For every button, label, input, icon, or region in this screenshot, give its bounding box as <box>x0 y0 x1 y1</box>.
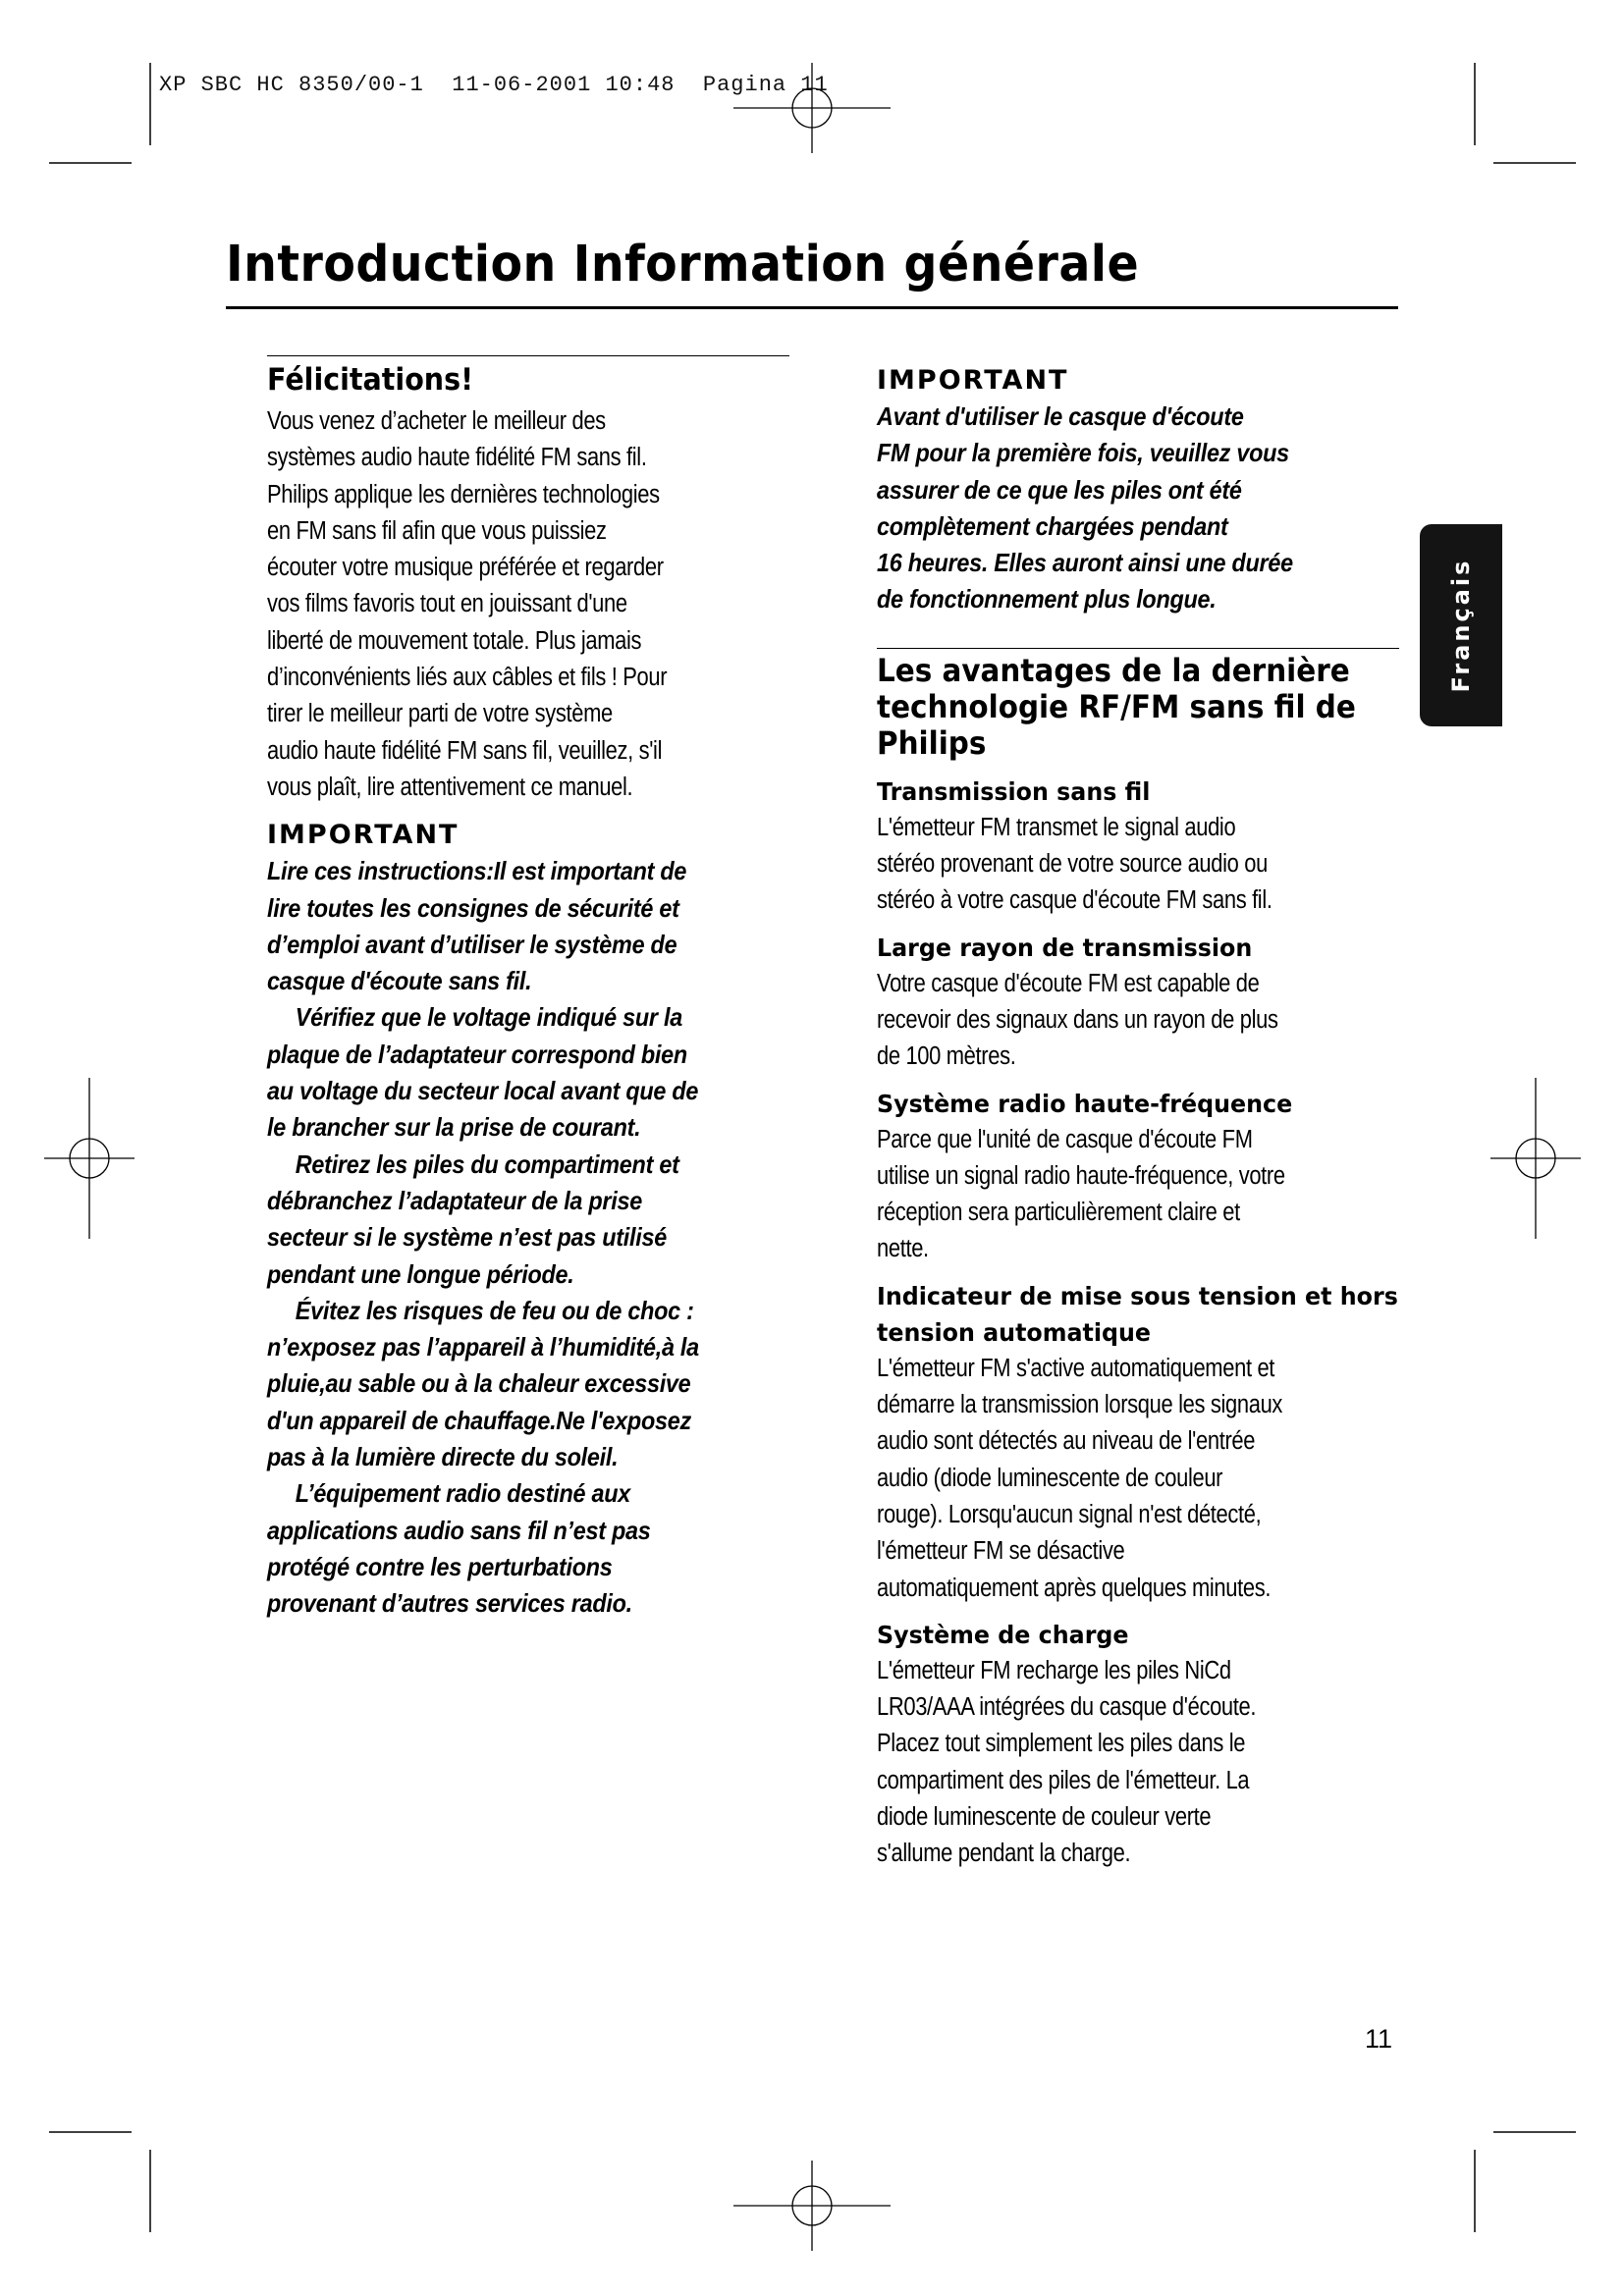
title-rule <box>226 306 1398 309</box>
left-column <box>267 355 797 1623</box>
feature-title: Large rayon de transmission <box>877 933 1253 962</box>
avantages-title: Les avantages de la dernière technologie RF/FM sans fil de Philips <box>877 651 1356 762</box>
text-line <box>267 1293 797 1329</box>
text-line: liberté de mouvement totale. Plus jamais <box>267 626 642 655</box>
text-line: Placez tout simplement les piles dans le <box>877 1730 1246 1758</box>
text-line: Avant d'utiliser le casque d'écoute <box>877 401 1244 431</box>
text-line: L'émetteur FM transmet le signal audio <box>877 813 1236 841</box>
text-line: Parce que l'unité de casque d'écoute FM <box>877 1125 1253 1153</box>
text-line: réception sera particulièrement claire et <box>877 1199 1240 1227</box>
text-line-content: Retirez les piles du compartiment et <box>295 1148 679 1179</box>
text-line: débranchez l’adaptateur de la prise <box>267 1185 642 1215</box>
text-line: provenant d’autres services radio. <box>267 1588 632 1619</box>
important-text <box>877 399 1407 618</box>
text-line: audio (diode luminescente de couleur <box>877 1464 1223 1492</box>
right-column <box>877 363 1407 1873</box>
text-line: 16 heures. Elles auront ainsi une durée <box>877 548 1293 578</box>
text-line: pluie,au sable ou à la chaleur excessive <box>267 1368 691 1399</box>
text-line <box>267 999 797 1036</box>
text-line: d’inconvénients liés aux câbles et fils ! Pour <box>267 664 668 692</box>
text-line: diode luminescente de couleur verte <box>877 1803 1212 1832</box>
text-line: LR03/AAA intégrées du casque d'écoute. <box>877 1693 1257 1722</box>
feature-title: Système de charge <box>877 1620 1129 1649</box>
text-line: vos films favoris tout en jouissant d'une <box>267 590 627 618</box>
text-line: de fonctionnement plus longue. <box>877 584 1217 614</box>
felicitations-title: Félicitations! <box>267 362 474 398</box>
text-line: complètement chargées pendant <box>877 510 1228 541</box>
feature-text <box>877 1653 1406 1873</box>
text-line: de 100 mètres. <box>877 1042 1016 1071</box>
text-line: nette. <box>877 1235 929 1263</box>
text-line: plaque de l’adaptateur correspond bien <box>267 1039 687 1069</box>
text-line: FM pour la première fois, veuillez vous <box>877 438 1289 468</box>
text-line: secteur si le système n’est pas utilisé <box>267 1222 667 1253</box>
text-line-content: Évitez les risques de feu ou de choc : <box>295 1295 694 1325</box>
text-line: s'allume pendant la charge. <box>877 1840 1131 1868</box>
text-line <box>267 1475 797 1512</box>
feature-text <box>877 1122 1406 1268</box>
section-rule <box>877 648 1399 649</box>
text-line-content: Vérifiez que le voltage indiqué sur la <box>295 1002 682 1033</box>
text-line: Philips applique les dernières technologies <box>267 480 660 508</box>
feature-title: Indicateur de mise sous tension et hors tension automatique <box>877 1281 1398 1347</box>
text-line: le brancher sur la prise de courant. <box>267 1112 641 1143</box>
text-line: applications audio sans fil n’est pas <box>267 1515 651 1545</box>
text-line: n’exposez pas l’appareil à l’humidité,à la <box>267 1332 699 1362</box>
text-line: en FM sans fil afin que vous puissiez <box>267 516 607 545</box>
text-line: démarre la transmission lorsque les signaux <box>877 1391 1283 1419</box>
text-line: stéréo à votre casque d'écoute FM sans fil. <box>877 886 1272 915</box>
text-line: rouge). Lorsqu'aucun signal n'est détecté, <box>877 1500 1262 1528</box>
text-line: audio haute fidélité FM sans fil, veuillez, s'il <box>267 736 663 765</box>
print-slug: XP SBC HC 8350/00-1 11-06-2001 10:48 Pagina 11 <box>159 73 829 97</box>
text-line: systèmes audio haute fidélité FM sans fil. <box>267 444 647 472</box>
text-line: stéréo provenant de votre source audio ou <box>877 850 1268 879</box>
text-line: audio sont détectés au niveau de l'entrée <box>877 1427 1256 1456</box>
text-line: recevoir des signaux dans un rayon de plus <box>877 1005 1278 1034</box>
text-line: d’emploi avant d’utiliser le système de <box>267 929 677 959</box>
felicitations-text <box>267 403 796 806</box>
text-line: utilise un signal radio haute-fréquence, votre <box>877 1161 1285 1190</box>
text-line: d'un appareil de chauffage.Ne l'exposez <box>267 1405 691 1435</box>
feature-title: Transmission sans fil <box>877 776 1151 806</box>
feature-text <box>877 1351 1406 1607</box>
text-line: L'émetteur FM s'active automatiquement et <box>877 1354 1275 1382</box>
text-line: Votre casque d'écoute FM est capable de <box>877 969 1260 997</box>
text-line: lire toutes les consignes de sécurité et <box>267 892 679 923</box>
language-tab-label: Français <box>1447 558 1475 693</box>
text-line: pas à la lumière directe du soleil. <box>267 1442 619 1472</box>
important-title: IMPORTANT <box>877 365 1069 396</box>
text-line: casque d'écoute sans fil. <box>267 966 532 996</box>
feature-text <box>877 810 1406 920</box>
text-line: automatiquement après quelques minutes. <box>877 1574 1272 1602</box>
text-line: assurer de ce que les piles ont été <box>877 474 1242 505</box>
page-number: 11 <box>1365 2024 1393 2054</box>
text-line <box>267 1147 797 1183</box>
section-rule <box>267 355 789 356</box>
text-line: écouter votre musique préférée et regarder <box>267 554 664 582</box>
important-text <box>267 853 797 1622</box>
text-line: L'émetteur FM recharge les piles NiCd <box>877 1656 1231 1684</box>
text-line: compartiment des piles de l'émetteur. La <box>877 1766 1250 1794</box>
important-title: IMPORTANT <box>267 820 460 851</box>
language-tab <box>1420 524 1502 726</box>
text-line: tirer le meilleur parti de votre système <box>267 700 613 728</box>
page-title: Introduction Information générale <box>226 236 1140 294</box>
text-line: vous plaît, lire attentivement ce manuel. <box>267 773 633 801</box>
feature-title: Système radio haute-fréquence <box>877 1089 1293 1118</box>
text-line-content: L’équipement radio destiné aux <box>295 1478 631 1509</box>
feature-text <box>877 966 1406 1076</box>
text-line: Lire ces instructions:Il est important de <box>267 856 687 886</box>
text-line: l'émetteur FM se désactive <box>877 1537 1125 1566</box>
text-line: Vous venez d’acheter le meilleur des <box>267 407 606 435</box>
text-line: pendant une longue période. <box>267 1258 574 1289</box>
text-line: protégé contre les perturbations <box>267 1551 613 1581</box>
text-line: au voltage du secteur local avant que de <box>267 1076 699 1106</box>
